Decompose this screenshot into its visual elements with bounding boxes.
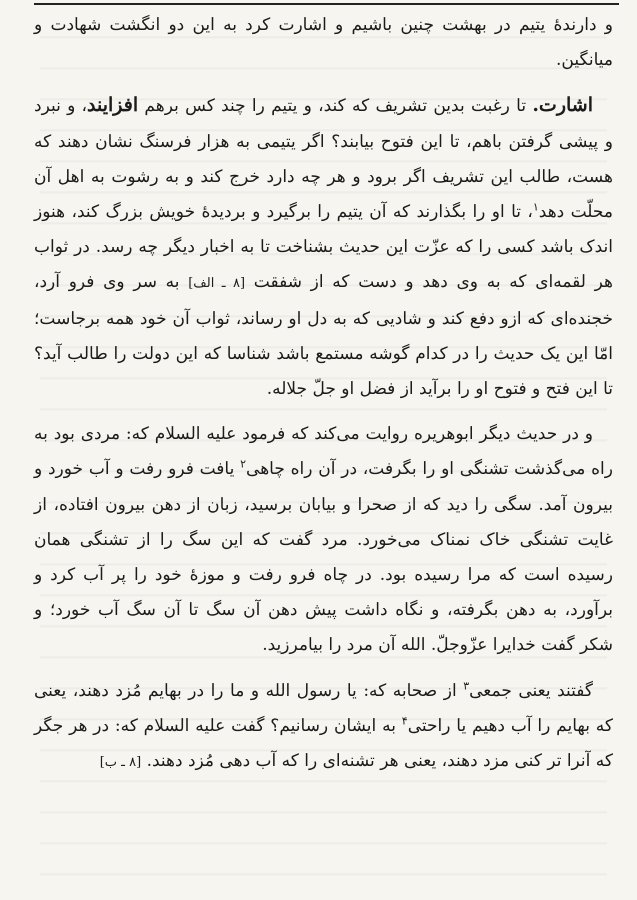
paragraph bbox=[34, 8, 613, 78]
bold-keyword: افزایند bbox=[87, 94, 139, 117]
text-run: یافت فرو رفت و آب خورد و بیرون آمد. سگی را دید که از صحرا و بیابان برسید، زبان از دهن بیرون افتاده، از غایت تشنگی خاک نمناک می‌خورد. مرد گفت که این سگ را از تشنگی همان رسیده است که مرا رسیده بود. در چاه فرو رفت و موزهٔ خود را پر آب کرد و برآورد، به دهن بگرفته، و نگاه داشت پیش دهن آن سگ تا آن سگ آب خورد؛ و شکر گفت خدایرا عزّوجلّ. الله آن مرد را بیامرزید. bbox=[34, 459, 613, 656]
page-body-text bbox=[34, 8, 613, 780]
paragraph bbox=[34, 417, 613, 663]
text-run: و دارندۀ یتیم در بهشت چنین باشیم و اشارت کرد به این دو انگشت شهادت و میانگین. bbox=[34, 15, 613, 71]
text-run: ، تا او را بگذارند که آن یتیم را برگیرد و بردیدهٔ خویش بزرگ کند، هنوز اندک باشد کسی را که عزّت این حدیث بشناخت تا به اخبار دیگر چه رسد. در ثواب هر لقمه‌ای که به وی دهد و دست که از شفقت bbox=[34, 202, 613, 293]
bold-keyword: اشارت. bbox=[532, 94, 593, 117]
text-run: و در حدیث دیگر ابوهریره روایت می‌کند که فرمود علیه السلام که: مردی بود به راه می‌گذشت تشنگی او را بگرفت، در آن راه چاهی bbox=[34, 424, 613, 480]
folio-reference: [۸ ـ ب] bbox=[99, 755, 142, 771]
footnote-marker: ۱ bbox=[532, 200, 539, 214]
text-run: به سر وی فرو آرد، خجنده‌ای که ازو دفع کند و شادیی که به دل او رساند، ثواب آن خود همه برجاست؛ امّا این یک حدیث را در کدام گوشه مستمع باشد شناسا که این دولت را طالب آید؟ تا این فتح و فتوح او را برآید از فضل او جلّ جلاله. bbox=[34, 272, 613, 400]
top-rule bbox=[34, 3, 619, 5]
footnote-marker: ۴ bbox=[401, 714, 408, 728]
text-run: گفتند یعنی جمعی bbox=[469, 680, 593, 701]
folio-reference: [۸ ـ الف] bbox=[188, 276, 246, 292]
text-run: به ایشان رسانیم؟ گفت علیه السلام که: در هر جگر که آنرا تر کنی مزد دهند، یعنی هر تشنه‌ای را که آب دهی مُزد دهند. bbox=[34, 715, 613, 772]
footnote-marker: ۲ bbox=[240, 457, 247, 471]
footnote-marker: ۳ bbox=[463, 679, 470, 692]
text-run: ، و نبرد و پیشی گرفتن باهم، تا این فتوح بیابند؟ اگر یتیمی به هزار فرسنگ نشان دهند که هست، طالب این تشریف اگر برود و هر چه دارد خرج کند و به رشوت به اهل آن محلّت دهد bbox=[34, 96, 613, 223]
paragraph bbox=[34, 674, 613, 781]
text-run: از صحابه که: یا رسول الله و ما را در بهایم مُزد دهند، یعنی که بهایم را آب دهیم یا راحتی bbox=[34, 680, 613, 736]
text-run: تا رغبت بدین تشریف که کند، و یتیم را چند کس برهم bbox=[138, 96, 533, 117]
paragraph bbox=[34, 88, 613, 407]
